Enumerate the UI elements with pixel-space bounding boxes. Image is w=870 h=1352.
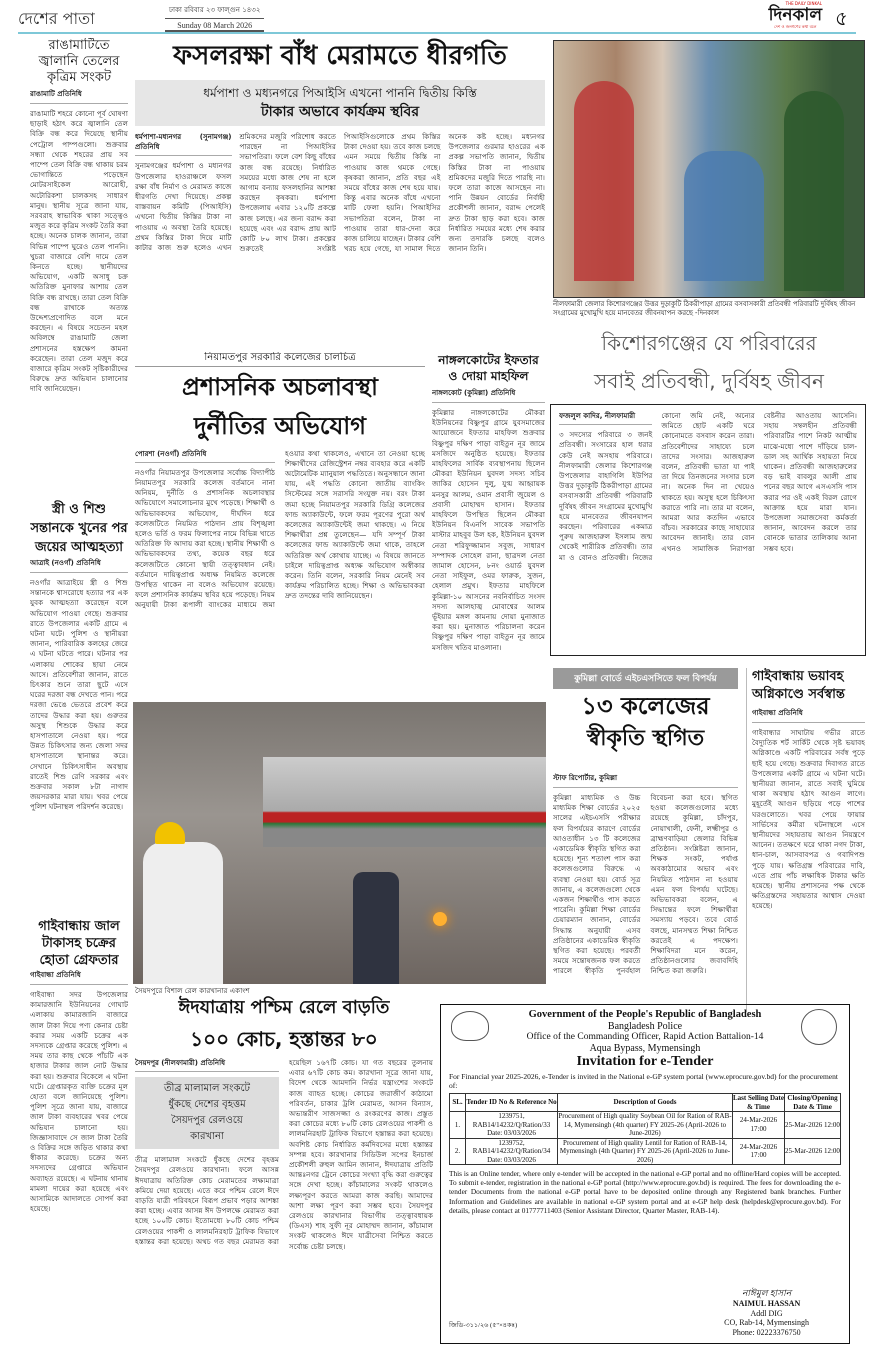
article-body: ৩ সদস্যের পরিবারে ৩ জনই প্রতিবন্ধী। সংসারের হাল ধরার কেউ নেই অসহায় পরিবারে। নীলফামারী জেলার কিশোরগঞ্জ উপজেলার বাহাগিলি ইউপির উত্তর দুড়াকুটি ঠিকরীপাড়া গ্রামের বসবাসকারী প্রতিবন্ধী পরিবারটি দুর্বিষহ জীবন সংগ্রামের মুখোমুখি হয়ে মানবেতর জীবনযাপন করছেন। পরিবারের একমাত্র পুরুষ আজহারুল ইসলাম জন্ম থেকেই শারীরিক প্রতিবন্ধী। তার মা ও বোনও প্রতিবন্ধী। নিজের কোনো জমি নেই, অন্যের জমিতে ছোট একটি ঘরে কোনোমতে বসবাস করেন তারা। প্রতিবেশীদের সাহায্যে চলে তাদের সংসার। আজহারুল বলেন, প্রতিবন্ধী ভাতা যা পাই তা দিয়ে তিনজনের সংসার চলে না। অনেক দিন না খেয়েও থাকতে হয়। অসুস্থ হলে চিকিৎসা করাতে পারি না। তার মা বলেন, আমরা আর কতদিন এভাবে বাঁচব। সরকারের কাছে সাহায্যের আবেদন জানাই। তার বোন এখনও সামাজিক নিরাপত্তা বেষ্টনীর আওতায় আসেনি। সহায় সম্বলহীন প্রতিবন্ধী পরিবারটির পাশে নিকট আত্মীয় মাঝে-মধ্যে পাশে দাঁড়িয়ে চাল-ডাল সহ আর্থিক সহায়তা নিয়ে থাকেন। প্রতিবন্ধী আজহারুলের বড় ভাই বাবলুর আলী প্রায় পনের বছর আগে এসএসসি পাস করার পর ওই একই বিরল রোগে আক্রান্ত হয়ে মারা যান। উপজেলা সমাজসেবা কর্মকর্তা জানান, আবেদন করলে তার বোনকে ভাতার তালিকায় আনা সম্ভব হবে। xyxy=(559,411,857,562)
kishoreganj-body xyxy=(559,411,857,649)
byline: ফজলুল কাদির, নীলফামারী xyxy=(559,411,652,425)
article-rangamati xyxy=(30,38,128,488)
tender-intro: For Financial year 2025-2026, e-Tender is invited in the National e-GP system portal (www.eprocure.gov.bd) for the procurement of: xyxy=(449,1072,838,1090)
comilla-body-area xyxy=(553,772,738,1012)
article-gaibandha-fake-money xyxy=(30,918,128,1348)
headline-line-2: দুর্নীতির অভিযোগ xyxy=(194,411,366,440)
col-description: Description of Goods xyxy=(558,1094,733,1112)
inset-line: তীব্র মালামাল সংকটে xyxy=(164,1083,250,1095)
article-body: নওগাঁর আত্রাইয়ে স্ত্রী ও শিশু সন্তানকে শ্বাসরোধে হত্যার পর এক যুবক আত্মহত্যা করেছেন বলে অভিযোগ পাওয়া গেছে। শুক্রবার রাতে উপজেলার একটি গ্রামে এ ঘটনা ঘটে। পুলিশ ও স্থানীয়রা জানান, পারিবারিক কলহের জেরে এ ঘটনা ঘটতে পারে। ঘটনার পর এলাকায় শোকের ছায়া নেমে আসে। প্রতিবেশীরা জানান, রাতে চিৎকার শুনে তারা ছুটে এসে ঘরের দরজা বন্ধ দেখতে পান। পরে দরজা ভেঙে ভেতরে প্রবেশ করে তাদের উদ্ধার করা হয়। গুরুতর অসুস্থ শিশুকে উদ্ধার করে হাসপাতালে নেওয়া হয়। পরে উন্নত চিকিৎসার জন্য জেলা সদর হাসপাতালে স্থানান্তর করে। সেখানে চিকিৎসাধীন অবস্থায় রাতেই শিশু রেণি সরকার এবং শুক্রবার সকাল ৮টা নাগাদ জয়সরকার মারা যায়। খবর পেয়ে পুলিশ ঘটনাস্থল পরিদর্শন করেছে। xyxy=(30,578,128,812)
office-title: Office of the Commanding Officer, Rapid Action Battalion-14 xyxy=(526,1032,764,1042)
gov-title: Government of the People's Republic of Bangladesh xyxy=(528,1009,762,1020)
cell-sl: 1. xyxy=(450,1112,466,1139)
article-body: গাইবান্ধার সাঘাটায় গভীর রাতে বৈদ্যুতিক শর্ট সার্কিট থেকে সৃষ্ট ভয়াবহ অগ্নিকাণ্ডে একটি পরিবারের সর্বস্ব পুড়ে ছাই হয়ে গেছে। শুক্রবার দিবাগত রাতে উপজেলার একটি গ্রামে এ ঘটনা ঘটে। স্থানীয়রা জানান, রাতে সবাই ঘুমিয়ে থাকা অবস্থায় হঠাৎ আগুন লাগে। মুহূর্তেই আগুন ছড়িয়ে পড়ে পাশের ঘরগুলোতে। খবর পেয়ে ফায়ার সার্ভিসের কর্মীরা ঘটনাস্থলে এসে স্থানীয়দের সহায়তায় আগুন নিয়ন্ত্রণে আনেন। ততক্ষণে ঘরে থাকা নগদ টাকা, ধান-চাল, আসবাবপত্র ও গবাদিপশু পুড়ে যায়। ক্ষতিগ্রস্ত পরিবারের দাবি, এতে প্রায় পাঁচ লক্ষাধিক টাকার ক্ষতি হয়েছে। স্থানীয় প্রশাসনের পক্ষ থেকে ক্ষতিগ্রস্তদের সহায়তার আশ্বাস দেওয়া হয়েছে। xyxy=(752,728,865,911)
headline-line-2: সবাই প্রতিবন্ধী, দুর্বিষহ জীবন xyxy=(594,369,824,393)
byline: স্টাফ রিপোর্টার, কুমিল্লা xyxy=(553,772,738,788)
caption-text: নীলফামারী জেলার কিশোরগঞ্জের উত্তর দুড়াকুটি ঠিকরীপাড়া গ্রামের বসবাসকারী প্রতিবন্ধী পরিবারটি দুর্বিষহ জীবন সংগ্রামের মুখোমুখি হয়ে মানবেতর জীবনযাপন করছে xyxy=(553,300,856,317)
logo-en: THE DAILY DINKAL xyxy=(785,1,822,6)
article-body: তীব্র মালামাল সংকটে ধুঁকছে দেশের বৃহত্তম সৈয়দপুর রেলওয়ে কারখানা। ফলে আসন্ন ঈদযাত্রায় অতিরিক্ত কোচ মেরামতের লক্ষ্যমাত্রা কমিয়ে দেয়া হয়েছে। এতে করে পশ্চিম রেলে ঈদে বাড়তি যাত্রী পরিবহনে বিরূপ প্রভাব পড়ার আশঙ্কা করা হচ্ছে। এবার আসন্ন ঈদ উপলক্ষে মেরামত করা হচ্ছে ১০০টি কোচ। ইতোমধ্যে ৮০টি কোচ পশ্চিম রেলওয়ের পাকশী ও লালমনিরহাট ট্রাফিক বিভাগে হস্তান্তর করা হয়েছে। অথচ গত বছর মেরামত করা হয়েছিল ১৬৭টি কোচ। যা গত বছরের তুলনায় এবার ৬৭টি কোচ কম। কারখানা সূত্রে জানা যায়, বিদেশ থেকে আমদানি নির্ভর যন্ত্রাংশের সংকটে কাজ ব্যাহত হচ্ছে। কোচের জরাজীর্ণ কাঠামো পরিবর্তন, চাকার ট্রলি মেরামত, আসন বিন্যাস, অভ্যন্তরীণ সাজসজ্জা ও রংকরণের কাজ। প্রস্তুত করা কোচের মধ্যে ৮০টি কোচ রেলওয়ের পাকশী ও লালমনিরহাট ট্রাফিক বিভাগে হস্তান্তর করা হয়েছে। অবশিষ্ট কোচ নির্ধারিত কর্মদিবসের মধ্যে হস্তান্তর সম্পন্ন হবে। কারখানার সিডিউল সপের ইনচার্জ প্রকৌশলী রুহুল আমিন জানান, ঈদযাত্রায় প্রতিটি আন্তঃনগর ট্রেনে কোচের সংখ্যা বৃদ্ধি করা গুরুত্বের সঙ্গে দেখা হচ্ছে। কাঁচামালের সংকট থাকলেও লক্ষ্যপূরণ করতে আমরা কাজ করছি। আমাদের আশা লক্ষ্য পূরণ করা সম্ভব হবে। সৈয়দপুর রেলওয়ে কারখানার বিভাগীয় তত্ত্বাবধায়ক (ডিএস) শাহ সুফী নূর মোহাম্মদ জানান, কাঁচামাল সংকট থাকলেও ঈদে যাত্রীসেবা নিশ্চিত করতে সর্বোচ্চ চেষ্টা চলছে। xyxy=(135,1058,433,1251)
signer-name: NAIMUL HASSAN xyxy=(732,1299,801,1308)
date-bangla: ঢাকা রবিবার ২৩ ফাল্গুন ১৪৩২ xyxy=(165,4,264,19)
cell-closing: 25-Mar-2026 12:00 xyxy=(785,1138,841,1165)
photo-caption: সৈয়দপুরে বিশাল রেল কারখানার একাংশ xyxy=(135,986,250,995)
lead-subhead-box xyxy=(135,80,545,126)
inset-line: কারখানা xyxy=(190,1131,224,1143)
byline: সৈয়দপুর (নীলফামারী) প্রতিনিধি xyxy=(135,1058,279,1072)
cell-closing: 25-Mar-2026 12:00 xyxy=(785,1112,841,1139)
signer-phone: Phone: 02223376750 xyxy=(732,1327,801,1337)
tender-table xyxy=(449,1093,841,1165)
page-number: ৫ xyxy=(835,6,848,30)
date-box xyxy=(165,4,264,32)
byline: গাইবান্ধা প্রতিনিধি xyxy=(752,707,865,723)
header-rule xyxy=(18,32,856,34)
kicker: নিয়ামতপুর সরকারি কলেজের চালচিত্র xyxy=(135,352,425,367)
kishoreganj-headline xyxy=(553,324,865,400)
kicker-box: কুমিল্লা বোর্ডে এইচএসসিতে ফল বিপর্যয় xyxy=(553,668,738,689)
byline: ধর্মপাশা-মধ্যনগর (সুনামগঞ্জ) প্রতিনিধি xyxy=(135,132,232,156)
date-english: Sunday 08 March 2026 xyxy=(165,19,264,32)
article-comilla xyxy=(553,668,738,768)
col-closing: Closing/Opening Date & Time xyxy=(785,1094,841,1112)
cell-description: Procurement of High quality Soybean Oil for Ration of RAB-14, Mymensingh (4th quarter) FY 2025-26 (April-2026 to June-2026) xyxy=(558,1112,732,1137)
lead-body xyxy=(135,132,545,327)
headline: গাইবান্ধায় ভয়াবহ অগ্নিকাণ্ডে সর্বস্বান্ত xyxy=(752,669,845,702)
article-joy-suicide xyxy=(30,500,128,910)
lead-headline: ফসলরক্ষা বাঁধ মেরামতে ধীরগতি xyxy=(173,41,507,71)
article-nangalkot xyxy=(432,352,545,697)
emblem-right-icon xyxy=(801,1009,837,1045)
niamatpur-body xyxy=(135,449,425,684)
police-title: Bangladesh Police xyxy=(607,1021,683,1032)
page-header xyxy=(0,0,870,32)
logo-text: দিনকাল xyxy=(768,5,822,25)
headline: নাঙ্গলকোটের ইফতার ও দোয়া মাহফিল xyxy=(438,353,539,383)
cell-last-selling: 24-Mar-2026 17:00 xyxy=(733,1112,785,1139)
kishoreganj-article-box xyxy=(550,404,866,656)
signer-rank: Addl DIG xyxy=(750,1308,783,1318)
ad-code: জিডি-৩১১/২৬ (৫"×৪কঃ) xyxy=(449,1322,518,1329)
tender-advertisement xyxy=(440,1004,850,1344)
article-body: গাইবান্ধা সদর উপজেলার কামারজানি ইউনিয়নের গোঘাট এলাকায় কামারজানি বাজারে জাল টাকা দিয়ে পণ্য কেনার চেষ্টা করার সময় একটি চক্রের এক সদস্যকে গ্রেপ্তার করেছে পুলিশ। এ সময় তার কাছ থেকে পাঁচটি এক হাজার টাকার জাল নোট উদ্ধার করা হয়। শুক্রবার বিকেলে এ ঘটনা ঘটে। গ্রেপ্তারকৃত ব্যক্তি চক্রের মূল হোতা বলে জানিয়েছে পুলিশ। পুলিশ সূত্রে জানা যায়, বাজারে জাল টাকা ব্যবহারের খবর পেয়ে অভিযান চালানো হয়। জিজ্ঞাসাবাদে সে জাল টাকা তৈরি ও বিক্রির সঙ্গে জড়িত থাকার কথা স্বীকার করেছে। চক্রের অন্য সদস্যদের গ্রেপ্তারে অভিযান অব্যাহত রয়েছে। এ ঘটনায় থানায় মামলা দায়ের করা হয়েছে এবং আসামিকে আদালতে সোপর্দ করা হয়েছে। xyxy=(30,990,128,1214)
table-header xyxy=(450,1094,841,1112)
headline-line-2: ১০০ কোচ, হস্তান্তর ৮০ xyxy=(190,1027,378,1051)
lead-story xyxy=(135,38,545,348)
photo-credit: -দিনকাল xyxy=(695,309,719,317)
byline: গাইবান্ধা প্রতিনিধি xyxy=(30,969,128,985)
article-niamatpur xyxy=(135,352,425,697)
byline: পোরশা (নওগাঁ) প্রতিনিধি xyxy=(135,449,275,463)
article-gaibandha-fire xyxy=(746,668,865,1012)
cell-last-selling: 24-Mar-2026 17:00 xyxy=(733,1138,785,1165)
signer-office: CO, Rab-14, Mymensingh xyxy=(724,1318,809,1327)
emblem-left-icon xyxy=(451,1011,489,1041)
eid-body xyxy=(135,1058,433,1340)
cell-tender-id: 1239752, RAB14/14232/Q/Ration/34 Date: 03/03/2026 xyxy=(466,1138,558,1165)
article-body: নওগাঁর নিয়ামতপুর উপজেলার সর্বোচ্চ বিদ্যাপীঠ নিয়ামতপুর সরকারি কলেজ বর্তমানে নানা অনিয়ম, দুর্নীতি ও প্রশাসনিক অচলাবস্থার অভিযোগে সমালোচনার মুখে পড়েছে। শিক্ষার্থী ও অভিভাবকদের অভিযোগ, দীর্ঘদিন ধরে কলেজটিতে নিয়মিত পাঠদান প্রায় বিশৃঙ্খলা হলেও ভর্তি ও ফরম ফিলাপের নামে বিভিন্ন খাতে অতিরিক্ত ফি আদায় করা হচ্ছে। স্থানীয় শিক্ষার্থী ও অভিভাবকদের তথ্য, কয়েক বছর ধরে কলেজটিতে কোনো স্থায়ী তত্ত্বাবধান নেই। বর্তমানে দায়িত্বপ্রাপ্ত অধ্যক্ষ নিয়মিত কলেজে উপস্থিত থাকেন না বলেও অভিযোগ রয়েছে। ফলে প্রশাসনিক কার্যক্রম স্থবির হয়ে পড়েছে। নিয়ম অনুযায়ী টাকা রূপালী ব্যাংকের মাধ্যমে জমা হওয়ার কথা থাকলেও, এখানে তা নেওয়া হচ্ছে শিক্ষার্থীদের রেজিস্ট্রেশন নম্বর ব্যবহার করে একটি অটোমেটিক ম্যানুয়াল পদ্ধতিতে। অনুসন্ধানে জানা যায়, এই পদ্ধতি কোনো জাতীয় ব্যাংকিং সিস্টেমের সঙ্গে সরাসরি সংযুক্ত নয়। বরং টাকা জমা হচ্ছে নিয়ামতপুর সরকারি ডিগ্রি কলেজের ফান্ড অ্যাকাউন্টে, ফলে ফরম পূরণের পুরো অর্থ কলেজের অ্যাকাউন্টেই জমা থাকছে। এ নিয়ে শিক্ষার্থীরা প্রশ্ন তুলেছেন— যদি সম্পূর্ণ টাকা কলেজের ফান্ড অ্যাকাউন্টে জমা থাকে, তাহলে অতিরিক্ত অর্থ কোথায় যাচ্ছে। এ বিষয়ে জানতে চাইলে দায়িত্বপ্রাপ্ত অধ্যক্ষ অভিযোগ অস্বীকার করেন। তিনি বলেন, সরকারি নিয়ম মেনেই সব কার্যক্রম পরিচালিত হচ্ছে। শিক্ষা ও অভিভাবকরা দ্রুত তদন্তের দাবি জানিয়েছেন। xyxy=(135,448,425,610)
inset-quote-box xyxy=(135,1077,279,1149)
subhead-2: টাকার অভাবে কার্যক্রম স্থবির xyxy=(260,104,420,120)
headline: গাইবান্ধায় জাল টাকাসহ চক্রের হোতা গ্রেফতার xyxy=(38,919,120,968)
article-body: সুনামগঞ্জের ধর্মপাশা ও মধ্যনগর উপজেলার হাওরাঞ্চলে ফসল রক্ষা বাঁধ নির্মাণ ও মেরামত কাজে ধীরগতি দেখা দিয়েছে। প্রকল্প বাস্তবায়ন কমিটি (পিআইসি) এখনো দ্বিতীয় কিস্তির টাকা না পাওয়ায় এ অবস্থা তৈরি হয়েছে। প্রথম কিস্তির টাকা দিয়ে মাটি কাটার কাজ শুরু হলেও এখন শ্রমিকদের মজুরি পরিশোধ করতে পারছেন না পিআইসির সভাপতিরা। ফলে বেশ কিছু বাঁধের কাজ বন্ধ রয়েছে। নির্ধারিত সময়ের মধ্যে কাজ শেষ না হলে আগাম বন্যায় ফসলহানির আশঙ্কা করছেন কৃষকরা। ধর্মপাশা উপজেলায় এবার ১২০টি প্রকল্পে কাজ চলছে। এর জন্য বরাদ্দ করা হয়েছে এবং এর বরাদ্দ প্রায় আট কোটি ৮০ লাখ টাকা। প্রকল্পের শুরুতেই সংশ্লিষ্ট পিআইসিগুলোকে প্রথম কিস্তির টাকা দেওয়া হয়। তবে কাজ চলছে এমন সময়ে দ্বিতীয় কিস্তি না পাওয়ায় কাজ থমকে গেছে। কৃষকরা জানান, প্রতি বছর এই সময়ে বাঁধের কাজ শেষ হয়ে যায়। কিন্তু এবার অনেক বাঁধে এখনো মাটি ফেলা হয়নি। পিআইসির সভাপতিরা বলেন, টাকা না পাওয়ায় তারা ধার-দেনা করে কাজ চালিয়ে যাচ্ছেন। টাকার বেশি খরচ হয়ে গেছে, যা সামাল দিতে অনেক কষ্ট হচ্ছে। মধ্যনগর উপজেলার গুরমার হাওরের এক প্রকল্প সভাপতি জানান, দ্বিতীয় কিস্তির টাকা না পাওয়ায় শ্রমিকদের মজুরি দিতে পারছি না। ফলে তারা কাজে আসছেন না। পানি উন্নয়ন বোর্ডের নির্বাহী প্রকৌশলী জানান, বরাদ্দ পেলেই দ্রুত টাকা ছাড় করা হবে। কাজ নির্ধারিত সময়ের মধ্যে শেষ করার জন্য তদারকি চলছে বলেও জানান তিনি। xyxy=(135,132,545,254)
inset-line: সৈয়দপুর রেলওয়ে xyxy=(171,1115,243,1127)
office-address: Aqua Bypass, Mymensingh xyxy=(589,1043,701,1054)
article-body: কুমিল্লার নাঙ্গলকোটের মৌকরা ইউনিয়নের বিষ্ণুপুর গ্রামে যুবসমাজের আয়োজনে ইফতার মাহফিল শুক্রবার বিষ্ণুপুর দক্ষিণ পাড়া বাইতুন নূর জামে মসজিদে অনুষ্ঠিত হয়েছে। ইফতার মাহফিলের সার্বিক ব্যবস্থাপনায় ছিলেন মৌকরা ইউনিয়ন যুবদল সদস্য সচিব জাকির হোসেন দুলু, যুগ্ম আহ্বায়ক মনসুর আলম, ওমান প্রবাসী জুয়েল ও প্রবাসী মোহাম্মদ হাসান। ইফতার মাহফিলে উপস্থিত ছিলেন মৌকরা ইউনিয়ন বিএনপি সাবেক সভাপতি মাস্টার মাহবুব উল হক, ইউনিয়ন যুবদল নেতা শরিফুজ্জামান সবুজ, সাধারণ সম্পাদক সোহেল রানা, ছাত্রদল নেতা জামাল হোসেন, ৮নং ওয়ার্ড যুবদল নেতা সাইফুল, ওমর ফারুক, সুজন, হেলাল প্রমুখ। ইফতার মাহফিলে কুমিল্লা-১০ আসনের নবনির্বাচিত সংসদ সদস্য আলহাজ্ব মোবাশ্বের আলম ভূঁইয়ার মঙ্গল কামনায় দোয়া মুনাজাত করা হয়। মুনাজাত পরিচালনা করেন বিষ্ণুপুর দক্ষিণ পাড়া বাইতুন নূর জামে মসজিদ খতিব মাওলানা। xyxy=(432,408,545,652)
col-sl: SL. xyxy=(450,1094,466,1112)
byline: নাঙ্গলকোট (কুমিল্লা) প্রতিনিধি xyxy=(432,387,545,403)
subhead-1: ধর্মপাশা ও মধ্যনগরে পিআইসি এখনো পাননি দ্বিতীয় কিস্তি xyxy=(203,86,477,100)
headline: স্ত্রী ও শিশু সন্তানকে খুনের পর জয়ের আত্মহত্যা xyxy=(30,502,128,555)
photo-disabled-family xyxy=(553,40,865,298)
headline-line-1: ঈদযাত্রায় পশ্চিম রেলে বাড়তি xyxy=(178,997,390,1018)
article-eid-rail xyxy=(135,992,433,1347)
table-row xyxy=(450,1112,841,1139)
cell-description: Procurement of High quality Lentil for Ration of RAB-14, Mymensingh (4th Quarter) FY 2025-26 (April-2026 to June-2026) xyxy=(558,1138,733,1165)
tender-note: This is an Online tender, where only e-tender will be accepted in the national e-GP portal and no offline/Hard copies will be accepted. To submit e-tender, registration in the national e-GP portal (http://www.eprocure.gov.bd) is required. The fees for downloading the e-tender Documents from the national e-GP portal have to be deposited online through any Registered bank branches. Further Information and Guidelines are available in national e-GP system portal and at e-GP help desk (helpdesk@eprocure.gov.bd). For details, please contact at 01777711403 (Senior Assistant Director, Quarter Master, RAB-14). xyxy=(449,1169,841,1215)
cell-sl: 2. xyxy=(450,1138,466,1165)
headline-line-2: স্বীকৃতি স্থগিত xyxy=(586,726,705,751)
headline-line-1: প্রশাসনিক অচলাবস্থা xyxy=(181,372,379,401)
article-body: কুমিল্লা মাধ্যমিক ও উচ্চ মাধ্যমিক শিক্ষা বোর্ডের ২০২৫ সালের এইচএসসি পরীক্ষার ফল বিপর্যয়ের কারণে বোর্ডের আওতাধীন ১৩ টি কলেজের একাডেমিক স্বীকৃতি স্থগিত করা হয়েছে। শূন্য শতাংশ পাস করা কলেজগুলোর বিরুদ্ধে এ ব্যবস্থা নেওয়া হয়। বোর্ড সূত্র জানায়, এ কলেজগুলো থেকে একজন শিক্ষার্থীও পাস করতে পারেনি। কুমিল্লা শিক্ষা বোর্ডের চেয়ারম্যান জানান, বোর্ডের সিদ্ধান্ত অনুযায়ী এসব প্রতিষ্ঠানের একাডেমিক স্বীকৃতি স্থগিত করা হয়েছে। পরবর্তী সময়ে সন্তোষজনক ফল করতে পারলে স্বীকৃতি পুনর্বহাল বিবেচনা করা হবে। স্থগিত হওয়া কলেজগুলোর মধ্যে রয়েছে কুমিল্লা, চাঁদপুর, নোয়াখালী, ফেনী, লক্ষ্মীপুর ও ব্রাহ্মণবাড়িয়া জেলার বিভিন্ন প্রতিষ্ঠান। সংশ্লিষ্টরা জানান, শিক্ষক সংকট, পর্যাপ্ত অবকাঠামোর অভাব এবং নিয়মিত পাঠদান না হওয়ায় এমন ফল বিপর্যয় ঘটেছে। অভিভাবকরা বলেন, এ সিদ্ধান্তের ফলে শিক্ষার্থীরা সমস্যায় পড়বে। তবে বোর্ড বলছে, মানসম্মত শিক্ষা নিশ্চিত করতেই এ পদক্ষেপ। শিক্ষাবিদরা মনে করেন, প্রতিষ্ঠানগুলোর জবাবদিহি নিশ্চিত করা জরুরি। xyxy=(553,793,738,976)
headline: রাঙামাটিতে জ্বালানি তেলের কৃত্রিম সংকট xyxy=(38,38,120,85)
col-tender-id: Tender ID No & Reference No xyxy=(466,1094,558,1112)
table-row xyxy=(450,1138,841,1165)
byline: রাঙামাটি প্রতিনিধি xyxy=(30,88,128,104)
byline: আত্রাই (নওগাঁ) প্রতিনিধি xyxy=(30,557,128,573)
inset-line: ধুঁকছে দেশের বৃহত্তম xyxy=(168,1099,246,1111)
section-title: দেশের পাতা xyxy=(18,9,95,28)
signature: নাঈমুল হাসান xyxy=(742,1287,792,1298)
photo-caption xyxy=(553,300,865,318)
col-last-selling: Last Selling Date & Time xyxy=(733,1094,784,1111)
tender-title: Invitation for e-Tender xyxy=(576,1054,714,1069)
article-body: রাঙামাটি শহরে কোনো পূর্ব ঘোষণা ছাড়াই হঠাৎ করে জ্বালানি তেল বিক্রি বন্ধ করে দিয়েছে স্থানীয় পেট্রোল পাম্পগুলো। শুক্রবার সন্ধ্যা থেকে শহরের প্রায় সব পাম্পে তেল বিক্রি বন্ধ থাকায় চরম ভোগান্তিতে পড়েছেন মোটরসাইকেল আরোহী, অটোরিকশা চালকসহ সাধারণ মানুষ। স্থানীয় সূত্রে জানা যায়, সরবরাহ স্বাভাবিক থাকা সত্ত্বেও মজুত করে কৃত্রিম সংকট তৈরি করা হচ্ছে। অনেক চালক জানান, তারা বিভিন্ন পাম্পে ঘুরেও তেল পাননি। খুচরা বাজারে বেশি দামে তেল কিনতে হচ্ছে। স্থানীয়দের অভিযোগ, একটি অসাধু চক্র অতিরিক্ত মুনাফার আশায় তেল বিক্রি বন্ধ রাখছে। তারা তেল বিক্রি বন্ধ রাখাকে অত্যন্ত উদ্দেশ্যপ্রণোদিত বলে মনে করছেন। এ বিষয়ে সচেতন মহল অবিলম্বে রাঙামাটি জেলা প্রশাসনের হস্তক্ষেপ কামনা করেছেন। তারা তেল মজুদ করে বাজারে কৃত্রিম সংকট সৃষ্টিকারীদের বিরুদ্ধে দ্রুত অভিযান চালানোর দাবি জানিয়েছেন। xyxy=(30,109,128,394)
headline-line-1: ১৩ কলেজের xyxy=(581,692,710,720)
cell-tender-id: 1239751, RAB14/14232/Q/Ration/33 Date: 03/03/2026 xyxy=(466,1112,558,1139)
photo-rail-workshop xyxy=(133,702,546,984)
masthead-logo xyxy=(769,1,822,29)
signature-block xyxy=(724,1289,809,1338)
logo-tagline: দেশ ও জনগণের কথা বলে xyxy=(774,24,817,29)
headline-line-1: কিশোরগঞ্জের যে পরিবারের xyxy=(601,331,817,355)
